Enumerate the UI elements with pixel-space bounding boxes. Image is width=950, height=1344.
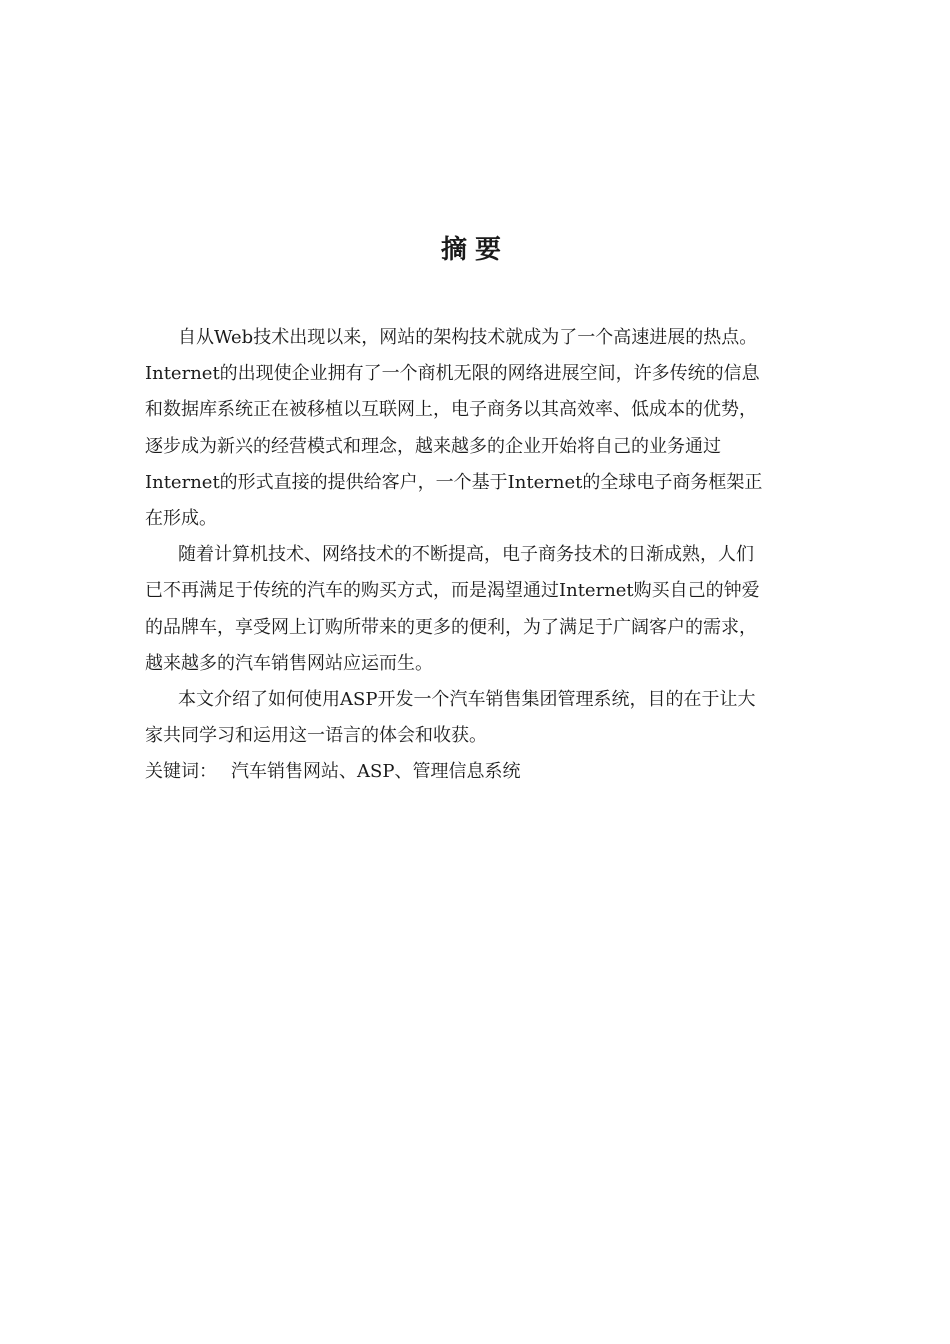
paragraph-line: 家共同学习和运用这一语言的体会和收获。 — [145, 725, 487, 747]
paragraph-line: 逐步成为新兴的经营模式和理念，越来越多的企业开始将自己的业务通过 — [145, 435, 721, 457]
paragraph-line: 越来越多的汽车销售网站应运而生。 — [145, 652, 433, 674]
paragraph-1 — [145, 320, 810, 537]
keywords-label: 关键词： — [145, 761, 217, 783]
paragraph-line: 已不再满足于传统的汽车的购买方式，而是渴望通过Internet购买自己的钟爱 — [145, 580, 760, 602]
abstract-body — [145, 320, 810, 790]
paragraph-line: 自从Web技术出现以来，网站的架构技术就成为了一个高速进展的热点。 — [178, 327, 758, 348]
paragraph-line: 的品牌车，享受网上订购所带来的更多的便利，为了满足于广阔客户的需求， — [145, 616, 757, 638]
paragraph-line: Internet的形式直接的提供给客户，一个基于Internet的全球电子商务框架正 — [145, 471, 763, 493]
paragraph-line: 随着计算机技术、网络技术的不断提高，电子商务技术的日渐成熟，人们 — [178, 544, 754, 566]
paragraph-line: Internet的出现使企业拥有了一个商机无限的网络进展空间，许多传统的信息 — [145, 363, 760, 385]
keywords-value: 汽车销售网站、ASP、管理信息系统 — [231, 761, 521, 783]
paragraph-line: 在形成。 — [145, 507, 217, 529]
keywords-row — [145, 754, 810, 790]
paragraph-2 — [145, 537, 810, 682]
paragraph-3 — [145, 682, 810, 754]
paragraph-line: 和数据库系统正在被移植以互联网上，电子商务以其高效率、低成本的优势， — [145, 399, 757, 421]
page-title: 摘要 — [440, 235, 509, 265]
paragraph-line: 本文介绍了如何使用ASP开发一个汽车销售集团管理系统，目的在于让大 — [178, 688, 756, 710]
